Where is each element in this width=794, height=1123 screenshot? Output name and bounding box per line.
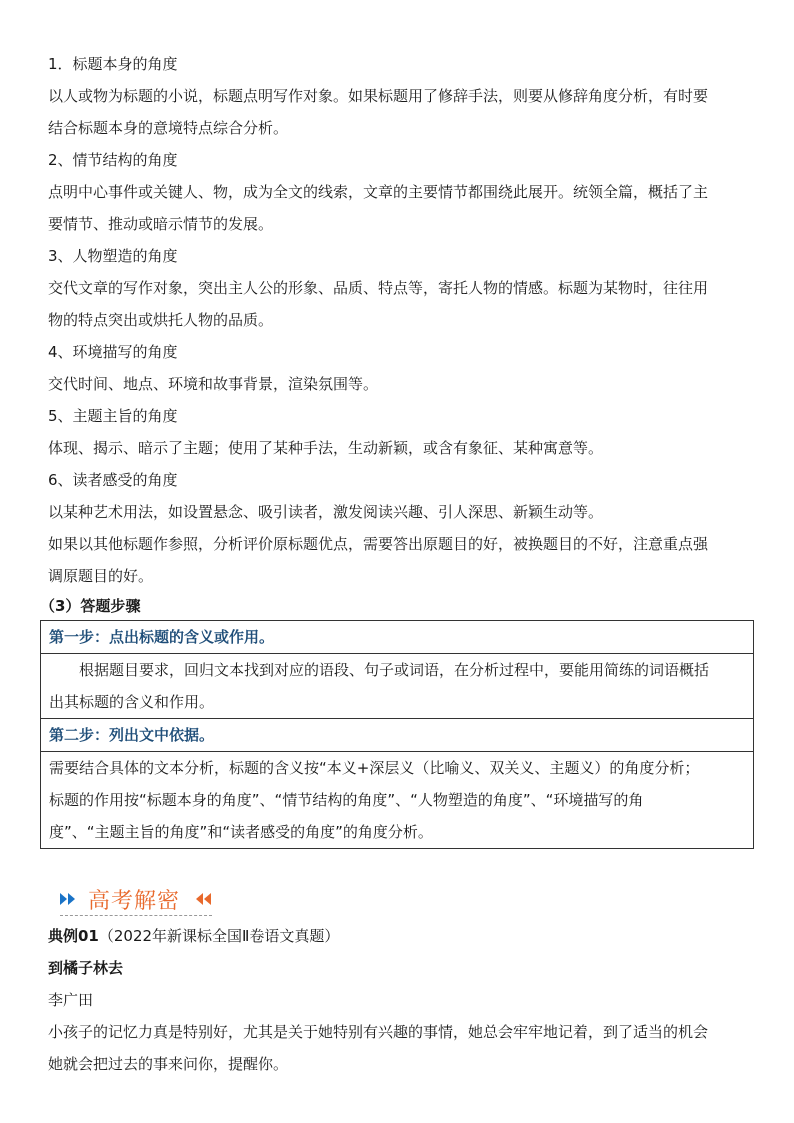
paragraph: 调原题目的好。: [48, 567, 154, 585]
heading-theme-angle: 5、主题主旨的角度: [48, 407, 178, 425]
story-title: 到橘子林去: [48, 959, 124, 977]
steps-heading: （3）答题步骤: [40, 597, 141, 615]
story-paragraph: 小孩子的记忆力真是特别好，尤其是关于她特别有兴趣的事情，她总会牢牢地记着，到了适当的机会: [48, 1023, 709, 1041]
example-section: [48, 920, 754, 1080]
story-paragraph: 她就会把过去的事来问你，提醒你。: [48, 1055, 289, 1073]
paragraph: 物的特点突出或烘托人物的品质。: [48, 311, 274, 329]
paragraph: 交代时间、地点、环境和故事背景，渲染氛围等。: [48, 375, 379, 393]
example-heading: [48, 920, 754, 952]
section-banner: [60, 880, 220, 920]
arrow-left-icon: [204, 893, 211, 905]
example-label: 典例01: [48, 927, 99, 945]
example-source: （2022年新课标全国Ⅱ卷语文真题）: [98, 927, 340, 945]
paragraph: 要情节、推动或暗示情节的发展。: [48, 215, 274, 233]
paragraph: 交代文章的写作对象，突出主人公的形象、品质、特点等，寄托人物的情感。标题为某物时，往往用: [48, 279, 709, 297]
story-author: 李广田: [48, 991, 94, 1009]
step1-body: [41, 654, 754, 719]
step2-body-line: 度”、“主题主旨的角度”和“读者感受的角度”的角度分析。: [49, 823, 433, 841]
heading-reader-angle: 6、读者感受的角度: [48, 471, 178, 489]
heading-environment-angle: 4、环境描写的角度: [48, 343, 178, 361]
paragraph: 体现、揭示、暗示了主题；使用了某种手法，生动新颖，或含有象征、某种寓意等。: [48, 439, 604, 457]
step1-body-line: 出其标题的含义和作用。: [49, 693, 215, 711]
heading-character-angle: 3、人物塑造的角度: [48, 247, 178, 265]
heading-plot-angle: 2、情节结构的角度: [48, 151, 178, 169]
arrow-right-icon: [68, 893, 75, 905]
banner-underline: [60, 915, 212, 916]
paragraph: 以人或物为标题的小说，标题点明写作对象。如果标题用了修辞手法，则要从修辞角度分析，有时要: [48, 87, 709, 105]
step2-body-line: 需要结合具体的文本分析，标题的含义按“本义+深层义（比喻义、双关义、主题义）的角度分析；: [49, 759, 700, 777]
paragraph: 结合标题本身的意境特点综合分析。: [48, 119, 289, 137]
heading-title-angle: 1．标题本身的角度: [48, 55, 178, 73]
step1-title: 第一步：点出标题的含义或作用。: [41, 621, 754, 654]
arrow-left-icon: [196, 893, 203, 905]
step2-body-line: 标题的作用按“标题本身的角度”、“情节结构的角度”、“人物塑造的角度”、“环境描写的角: [49, 791, 644, 809]
paragraph: 以某种艺术用法，如设置悬念、吸引读者，激发阅读兴趣、引人深思、新颖生动等。: [48, 503, 604, 521]
step2-body: [41, 752, 754, 849]
paragraph: 点明中心事件或关键人、物，成为全文的线索，文章的主要情节都围绕此展开。统领全篇，概括了主: [48, 183, 709, 201]
paragraph: 如果以其他标题作参照，分析评价原标题优点，需要答出原题目的好，被换题目的不好，注意重点强: [48, 535, 709, 553]
step1-body-line: 根据题目要求，回归文本找到对应的语段、句子或词语，在分析过程中，要能用简练的词语概括: [79, 661, 710, 679]
step2-title: 第二步：列出文中依据。: [41, 719, 754, 752]
banner-title: 高考解密: [88, 889, 181, 914]
steps-table: [40, 620, 754, 849]
arrow-right-icon: [60, 893, 67, 905]
